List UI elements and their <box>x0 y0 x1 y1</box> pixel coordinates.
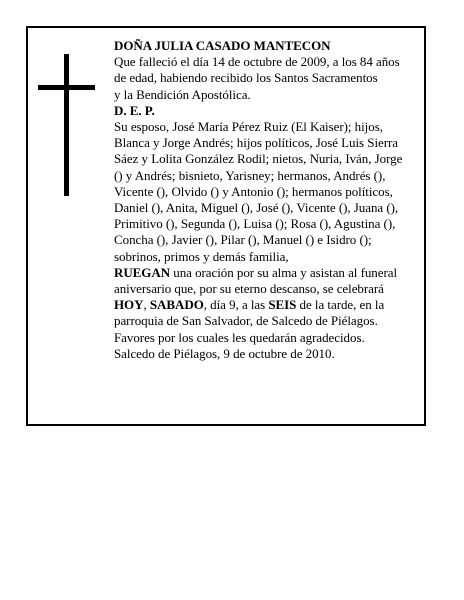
intro-line: Que falleció el día 14 de octubre de 2009, a los 84 años <box>114 54 400 70</box>
family-line: Sáez y Lolita González Rodil; nietos, Nuria, Iván, Jorge <box>114 151 403 167</box>
family-line: Su esposo, José María Pérez Ruiz (El Kaiser); hijos, <box>114 119 383 135</box>
ruegan-text: una oración por su alma y asistan al funeral <box>173 264 398 280</box>
family-line: Daniel (), Anita, Miguel (), José (), Vicente (), Juana (), <box>114 200 399 216</box>
date-place-line: Salcedo de Piélagos, 9 de octubre de 2010. <box>114 345 335 361</box>
seis-word: SEIS <box>268 297 297 313</box>
ruegan-line <box>114 265 424 281</box>
family-line: Primitivo (), Segunda (), Luisa (); Rosa (), Agustina (), <box>114 216 396 232</box>
parish-line: parroquia de San Salvador, de Salcedo de Piélagos. <box>114 313 378 329</box>
family-line: Concha (), Javier (), Pilar (), Manuel () e Isidro (); <box>114 232 372 248</box>
family-line: () y Andrés; bisnieto, Yarisney; hermanos, Andrés (), <box>114 167 386 183</box>
obituary-text <box>114 38 424 362</box>
cross-icon <box>64 54 69 196</box>
funeral-line: aniversario que, por su eterno descanso, se celebrará <box>114 281 384 297</box>
dep-heading: D. E. P. <box>114 102 155 118</box>
cross-icon-arm <box>38 85 95 90</box>
funeral-time-line <box>114 297 424 313</box>
intro-line: de edad, habiendo recibido los Santos Sacramentos <box>114 70 378 86</box>
deceased-name: DOÑA JULIA CASADO MANTECON <box>114 38 331 53</box>
tarde-text: de la tarde, en la <box>296 297 385 313</box>
ruegan-word: RUEGAN <box>114 264 171 280</box>
sabado-word: SABADO <box>149 297 204 313</box>
thanks-line: Favores por los cuales les quedarán agradecidos. <box>114 329 365 345</box>
day-text: , día 9, a las <box>203 297 269 313</box>
intro-line: y la Bendición Apostólica. <box>114 86 251 102</box>
hoy-word: HOY <box>114 297 144 313</box>
family-line: Vicente (), Olvido () y Antonio (); hermanos políticos, <box>114 183 393 199</box>
family-line: Blanca y Jorge Andrés; hijos políticos, José Luis Sierra <box>114 135 399 151</box>
family-line: sobrinos, primos y demás familia, <box>114 248 289 264</box>
comma-text: , <box>143 297 150 313</box>
